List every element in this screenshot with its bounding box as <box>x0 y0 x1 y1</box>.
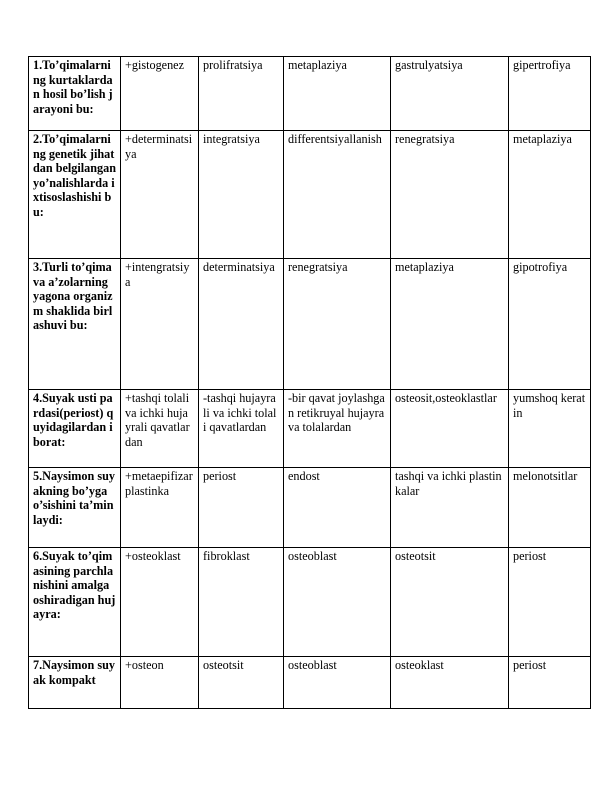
answer-option-cell: yumshoq keratin <box>509 390 591 468</box>
answer-option-cell: +osteoklast <box>121 548 199 657</box>
question-cell: 5.Naysimon suyakning bo’yga o’sishini ta’minlaydi: <box>29 468 121 548</box>
answer-option-cell: differentsiyallanish <box>284 131 391 259</box>
answer-option-cell: renegratsiya <box>284 259 391 390</box>
question-cell: 2.To’qimalarning genetik jihatdan belgilangan yo’nalishlarda ixtisoslashishi bu: <box>29 131 121 259</box>
answer-option-cell: integratsiya <box>199 131 284 259</box>
answer-option-cell: +osteon <box>121 657 199 709</box>
answer-option-cell: prolifratsiya <box>199 57 284 131</box>
table-row <box>29 548 591 657</box>
question-cell: 4.Suyak usti pardasi(periost) quyidagilardan iborat: <box>29 390 121 468</box>
answer-option-cell: gipotrofiya <box>509 259 591 390</box>
question-cell: 6.Suyak to’qimasining parchlanishini amalga oshiradigan hujayra: <box>29 548 121 657</box>
quiz-table <box>28 56 591 709</box>
answer-option-cell: -tashqi hujayrali va ichki tolali qavatlardan <box>199 390 284 468</box>
table-row <box>29 131 591 259</box>
answer-option-cell: osteotsit <box>199 657 284 709</box>
question-cell: 7.Naysimon suyak kompakt <box>29 657 121 709</box>
answer-option-cell: fibroklast <box>199 548 284 657</box>
answer-option-cell: determinatsiya <box>199 259 284 390</box>
table-row <box>29 57 591 131</box>
answer-option-cell: osteoklast <box>391 657 509 709</box>
answer-option-cell: +determinatsiya <box>121 131 199 259</box>
answer-option-cell: gipertrofiya <box>509 57 591 131</box>
answer-option-cell: +metaepifizar plastinka <box>121 468 199 548</box>
answer-option-cell: osteoblast <box>284 657 391 709</box>
answer-option-cell: +tashqi tolali va ichki hujayrali qavatlardan <box>121 390 199 468</box>
answer-option-cell: metaplaziya <box>284 57 391 131</box>
answer-option-cell: osteoblast <box>284 548 391 657</box>
question-cell: 1.To’qimalarning kurtaklardan hosil bo’lish jarayoni bu: <box>29 57 121 131</box>
answer-option-cell: renegratsiya <box>391 131 509 259</box>
answer-option-cell: periost <box>509 657 591 709</box>
answer-option-cell: -bir qavat joylashgan retikruyal hujayra va tolalardan <box>284 390 391 468</box>
answer-option-cell: +intengratsiya <box>121 259 199 390</box>
answer-option-cell: osteotsit <box>391 548 509 657</box>
answer-option-cell: +gistogenez <box>121 57 199 131</box>
table-row <box>29 657 591 709</box>
table-row <box>29 468 591 548</box>
answer-option-cell: metaplaziya <box>391 259 509 390</box>
answer-option-cell: periost <box>199 468 284 548</box>
answer-option-cell: metaplaziya <box>509 131 591 259</box>
question-cell: 3.Turli to’qima va a’zolarning yagona organizm shaklida birlashuvi bu: <box>29 259 121 390</box>
answer-option-cell: periost <box>509 548 591 657</box>
table-row <box>29 390 591 468</box>
table-row <box>29 259 591 390</box>
answer-option-cell: tashqi va ichki plastinkalar <box>391 468 509 548</box>
answer-option-cell: melonotsitlar <box>509 468 591 548</box>
answer-option-cell: gastrulyatsiya <box>391 57 509 131</box>
answer-option-cell: osteosit,osteoklastlar <box>391 390 509 468</box>
answer-option-cell: endost <box>284 468 391 548</box>
